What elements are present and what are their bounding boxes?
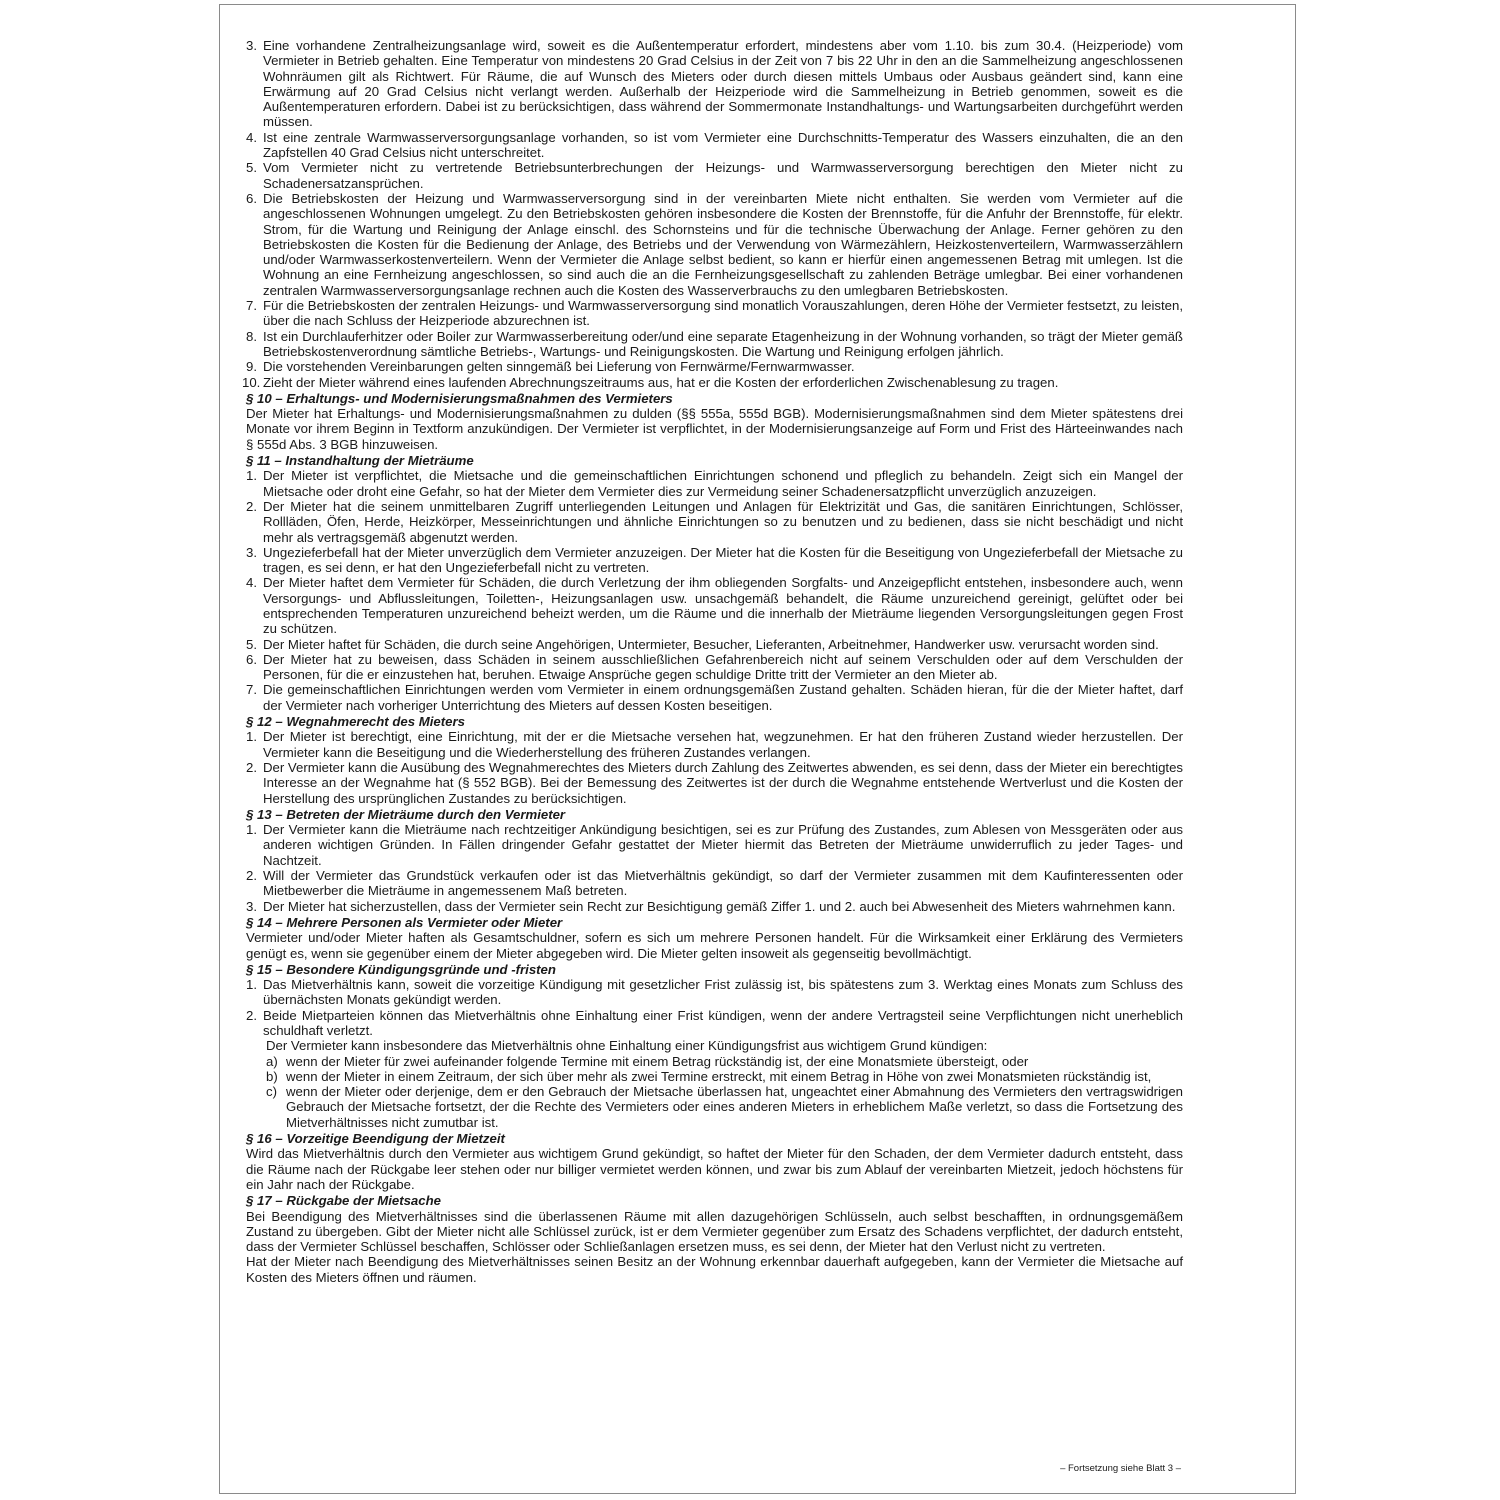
list-item: 6. Der Mieter hat zu beweisen, dass Schäden in seinem ausschließlichen Gefahrenbereich nicht auf seinem Verschulden oder auf dem Verschulden der Personen, für die er einzustehen hat, beruhen. Etwaige Ansprüche gegen schuldige Dritte tritt der Vermieter an den Mieter ab. [246,651,1183,683]
document-body [242,38,1183,1285]
list-item: 5. Der Mieter haftet für Schäden, die durch seine Angehörigen, Untermieter, Besucher, Lieferanten, Arbeitnehmer, Handwerker usw. verursacht worden sind. [246,636,1159,652]
list-subitem: c) wenn der Mieter oder derjenige, dem er den Gebrauch der Mietsache überlassen hat, ungeachtet einer Abmahnung des Vermieters den vertragswidrigen Gebrauch der Mietsache fortsetzt, der die Rechte des Vermieters oder eines anderen Mieters in erheblichem Maße verletzt, so dass die Fortsetzung des Mietverhältnisses nicht zumutbar ist. [266,1084,1183,1130]
list-item: 2. Der Vermieter kann die Ausübung des Wegnahmerechtes des Mieters durch Zahlung des Zeitwertes abwenden, es sei denn, dass der Mieter ein berechtigtes Interesse an der Wegnahme hat (§ 552 BGB). Bei der Bemessung des Zeitwertes ist der durch die Wegnahme entstehende Wertverlust und die Kosten der Herstellung des ursprünglichen Zustandes zu berücksichtigen. [246,759,1183,806]
list-item: 8. Ist ein Durchlauferhitzer oder Boiler zur Warmwasserbereitung oder/und eine separate Etagenheizung in der Wohnung vorhanden, so trägt der Mieter gemäß Betriebskostenverordnung sämtliche Betriebs-, Wartungs- und Reinigungskosten. Die Wartung und Reinigung erfolgen jährlich. [246,328,1183,359]
list-item: 10. Zieht der Mieter während eines laufenden Abrechnungszeitraums aus, hat er die Kosten der erforderlichen Zwischenablesung zu tragen. [242,374,1059,390]
list-item: 3. Der Mieter hat sicherzustellen, dass der Vermieter sein Recht zur Besichtigung gemäß Ziffer 1. und 2. auch bei Abwesenheit des Mieters wahrnehmen kann. [246,898,1176,914]
section-heading-11: § 11 – Instandhaltung der Mieträume [246,453,474,469]
section-paragraph: Vermieter und/oder Mieter haften als Gesamtschuldner, sofern es sich um mehrere Personen handelt. Für die Wirksamkeit einer Erklärung des Vermieters genügt es, wenn sie gegenüber einem der Mieter abgegeben wird. Die Mieter gelten insoweit als gegenseitig bevollmächtigt. [246,930,1183,961]
section-heading-14: § 14 – Mehrere Personen als Vermieter oder Mieter [246,914,563,930]
section-paragraph: Der Vermieter kann insbesondere das Mietverhältnis ohne Einhaltung einer Kündigungsfrist aus wichtigem Grund kündigen: [266,1038,988,1054]
list-item: 3. Eine vorhandene Zentralheizungsanlage wird, soweit es die Außentemperatur erfordert, mindestens aber vom 1.10. bis zum 30.4. (Heizperiode) vom Vermieter in Betrieb gehalten. Eine Temperatur von mindestens 20 Grad Celsius in der Zeit von 7 bis 22 Uhr in den an die Sammelheizung angeschlossenen Wohnräumen gilt als Richtwert. Für Räume, die auf Wunsch des Mieters oder durch diesen mittels Umbaus oder Ausbaus geändert sind, kann eine Erwärmung auf 20 Grad Celsius nicht verlangt werden. Außerhalb der Heizperiode wird die Sammelheizung in Betrieb genommen, soweit es die Außentemperaturen erfordern. Dabei ist zu berücksichtigen, dass während der Sommermonate Instandhaltungs- und Wartungsarbeiten durchgeführt werden müssen. [246,38,1183,130]
list-item: 9. Die vorstehenden Vereinbarungen gelten sinngemäß bei Lieferung von Fernwärme/Fernwarmwasser. [246,359,855,375]
list-item: 4. Ist eine zentrale Warmwasserversorgungsanlage vorhanden, so ist vom Vermieter eine Durchschnitts-Temperatur des Wassers einzuhalten, die an den Zapfstellen 40 Grad Celsius nicht unterschreitet. [246,129,1183,161]
list-subitem: b) wenn der Mieter in einem Zeitraum, der sich über mehr als zwei Termine erstreckt, mit einem Betrag in Höhe von zwei Monatsmieten rückständig ist, [266,1068,1152,1084]
list-item: 1. Der Vermieter kann die Mieträume nach rechtzeitiger Ankündigung besichtigen, sei es zur Prüfung des Zustandes, zum Ablesen von Messgeräten oder aus anderen wichtigen Gründen. In Fällen dringender Gefahr gestattet der Mieter hiermit das Betreten der Mieträume unwiderruflich zu jeder Tages- und Nachtzeit. [246,822,1183,868]
list-subitem: a) wenn der Mieter für zwei aufeinander folgende Termine mit einem Betrag rückständig ist, der eine Monatsmiete übersteigt, oder [266,1053,1029,1069]
list-item: 4. Der Mieter haftet dem Vermieter für Schäden, die durch Verletzung der ihm obliegenden Sorgfalts- und Anzeigepflicht entstehen, insbesondere auch, wenn Versorgungs- und Abflussleitungen, Toiletten-, Heizungsanlagen usw. unsachgemäß behandelt, die Räume unzureichend gereinigt, gelüftet oder bei entsprechenden Temperaturen unzureichend beheizt werden, um die Räume und die innerhalb der Mieträume liegenden Versorgungsleitungen gegen Frost zu schützen. [246,575,1183,637]
list-item: 3. Ungezieferbefall hat der Mieter unverzüglich dem Vermieter anzuzeigen. Der Mieter hat die Kosten für die Beseitigung von Ungezieferbefall der Mietsache zu tragen, es sei denn, er hat den Ungezieferbefall nicht zu vertreten. [246,544,1183,576]
section-paragraph: Wird das Mietverhältnis durch den Vermieter aus wichtigem Grund gekündigt, so haftet der Mieter für den Schaden, der dem Vermieter dadurch entsteht, dass die Räume nach der Rückgabe leer stehen oder nur billiger vermietet werden können, und zwar bis zum Ablauf der vereinbarten Mietzeit, jedoch höchstens für ein Jahr nach der Rückgabe. [246,1146,1183,1192]
list-item: 2. Beide Mietparteien können das Mietverhältnis ohne Einhaltung einer Frist kündigen, wenn der andere Vertragsteil seine Verpflichtungen nicht unerheblich schuldhaft verletzt. [246,1007,1183,1038]
list-item: 7. Die gemeinschaftlichen Einrichtungen werden vom Vermieter in einem ordnungsgemäßen Zustand gehalten. Schäden hieran, für die der Mieter haftet, darf der Vermieter nach vorheriger Unterrichtung des Mieters auf dessen Kosten beseitigen. [246,682,1183,713]
list-item: 7. Für die Betriebskosten der zentralen Heizungs- und Warmwasserversorgung sind monatlich Vorauszahlungen, deren Höhe der Vermieter festsetzt, zu leisten, über die nach Schluss der Heizperiode abzurechnen ist. [246,298,1183,329]
section-heading-16: § 16 – Vorzeitige Beendigung der Mietzeit [246,1131,505,1147]
continuation-note: – Fortsetzung siehe Blatt 3 – [1060,1463,1181,1474]
list-item: 6. Die Betriebskosten der Heizung und Warmwasserversorgung sind in der vereinbarten Miete nicht enthalten. Sie werden vom Vermieter auf die angeschlossenen Wohnungen umgelegt. Zu den Betriebskosten gehören insbesondere die Kosten der Brennstoffe, für die Anfuhr der Brennstoffe, für elektr. Strom, für die Wartung und Reinigung der Anlage einschl. des Schornsteins und für die technische Überwachung der Anlage. Ferner gehören zu den Betriebskosten die Kosten für die Bedienung der Anlage, des Betriebs und der Verwendung von Wärmezählern, Heizkostenverteilern, Warmwasserzählern und/oder Warmwasserkostenverteilern. Wenn der Vermieter die Anlage selbst bedient, so kann er hierfür einen angemessenen Betrag mit umlegen. Ist die Wohnung an eine Fernheizung angeschlossen, so sind auch die an die Fernheizungsgesellschaft zu zahlenden Beträge umlegbar. Bei einer vorhandenen zentralen Warmwasserversorgungsanlage rechnen auch die Kosten des Wasserverbrauchs zu den umlegbaren Betriebskosten. [246,190,1183,298]
list-item: 2. Will der Vermieter das Grundstück verkaufen oder ist das Mietverhältnis gekündigt, so darf der Vermieter zusammen mit dem Kaufinteressenten oder Mietbewerber die Mieträume in angemessenem Maß betreten. [246,868,1183,899]
section-heading-13: § 13 – Betreten der Mieträume durch den Vermieter [246,806,566,822]
list-item: 1. Das Mietverhältnis kann, soweit die vorzeitige Kündigung mit gesetzlicher Frist zulässig ist, bis spätestens zum 3. Werktag eines Monats zum Schluss des übernächsten Monats gekündigt werden. [246,977,1183,1008]
list-item: 1. Der Mieter ist berechtigt, eine Einrichtung, mit der er die Mietsache versehen hat, wegzunehmen. Er hat den früheren Zustand wieder herzustellen. Der Vermieter kann die Beseitigung und die Wiederherstellung des früheren Zustandes verlangen. [246,729,1183,760]
section-heading-12: § 12 – Wegnahmerecht des Mieters [246,714,465,730]
section-paragraph: Bei Beendigung des Mietverhältnisses sind die überlassenen Räume mit allen dazugehörigen Schlüsseln, auch selbst beschafften, in ordnungsgemäßem Zustand zu übergeben. Gibt der Mieter nicht alle Schlüssel zurück, ist er dem Vermieter gegenüber zum Ersatz des Schadens verpflichtet, der dadurch entsteht, dass der Vermieter Schlüssel beschaffen, Schlösser oder Schließanlagen ersetzen muss, es sei denn, der Mieter hat den Verlust nicht zu vertreten. [246,1208,1183,1255]
list-item: 2. Der Mieter hat die seinem unmittelbaren Zugriff unterliegenden Leitungen und Anlagen für Elektrizität und Gas, die sanitären Einrichtungen, Schlösser, Rollläden, Öfen, Herde, Heizkörper, Messeinrichtungen und ähnliche Einrichtungen so zu benutzen und zu bedienen, dass sie nicht beschädigt und nicht mehr als vertragsgemäß abgenutzt werden. [246,498,1183,545]
document-page [219,4,1296,1494]
section-heading-15: § 15 – Besondere Kündigungsgründe und -fristen [246,961,556,977]
section-heading-17: § 17 – Rückgabe der Mietsache [246,1193,441,1209]
section-heading-10: § 10 – Erhaltungs- und Modernisierungsmaßnahmen des Vermieters [246,390,673,406]
list-item: 5. Vom Vermieter nicht zu vertretende Betriebsunterbrechungen der Heizungs- und Warmwasserversorgung berechtigen den Mieter nicht zu Schadenersatzansprüchen. [246,160,1183,191]
list-item: 1. Der Mieter ist verpflichtet, die Mietsache und die gemeinschaftlichen Einrichtungen schonend und pfleglich zu behandeln. Zeigt sich ein Mangel der Mietsache oder droht eine Gefahr, so hat der Mieter dem Vermieter dies zur Vermeidung seiner Schadenersatzpflicht unverzüglich anzuzeigen. [246,468,1183,499]
section-paragraph: Der Mieter hat Erhaltungs- und Modernisierungsmaßnahmen zu dulden (§§ 555a, 555d BGB). Modernisierungsmaßnahmen sind dem Mieter spätestens drei Monate vor ihrem Beginn in Textform anzukündigen. Der Vermieter ist verpflichtet, in der Modernisierungsanzeige auf Form und Frist des Härteeinwandes nach § 555d Abs. 3 BGB hinzuweisen. [246,406,1183,452]
section-paragraph: Hat der Mieter nach Beendigung des Mietverhältnisses seinen Besitz an der Wohnung erkennbar dauerhaft aufgegeben, kann der Vermieter die Mietsache auf Kosten des Mieters öffnen und räumen. [246,1254,1183,1285]
